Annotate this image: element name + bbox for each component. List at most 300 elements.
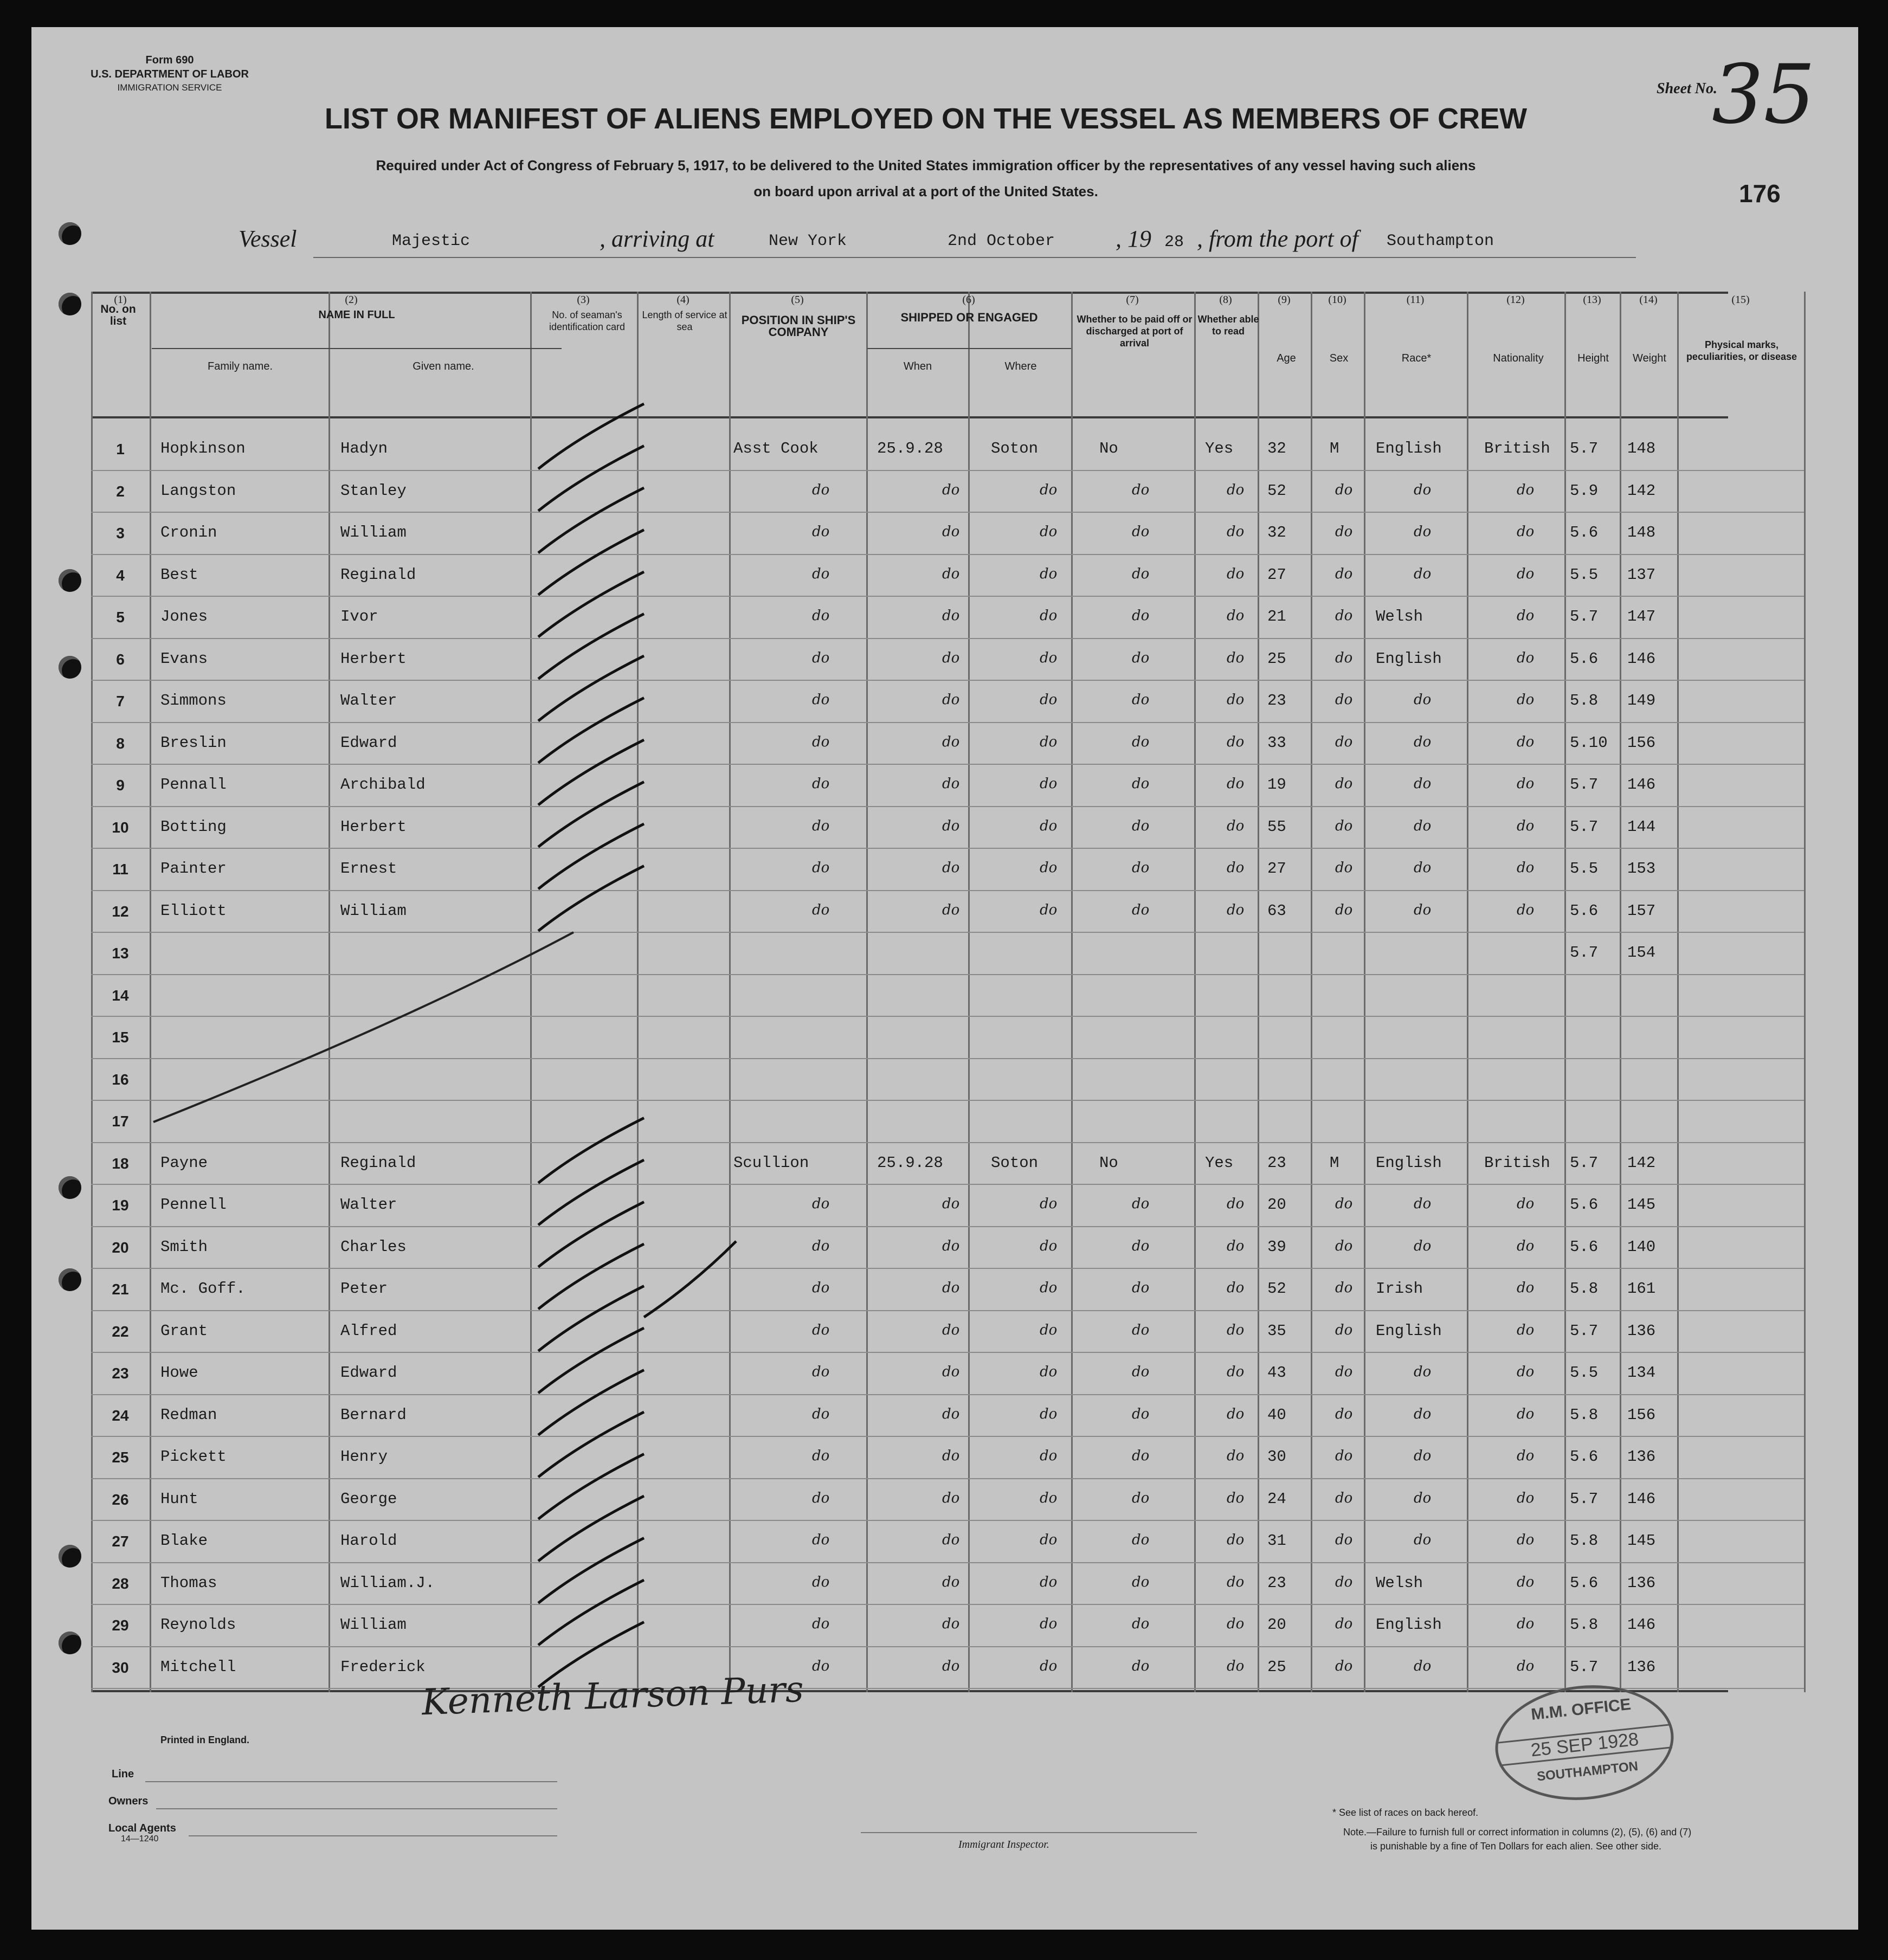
paid-off-cell: do [1132, 1237, 1150, 1254]
nationality-cell: do [1517, 608, 1535, 624]
row-number: 17 [112, 1113, 129, 1130]
given-name-cell: Stanley [340, 481, 407, 500]
age-cell: 35 [1267, 1321, 1286, 1340]
row-rule [91, 512, 1804, 513]
race-cell: Welsh [1376, 1574, 1423, 1592]
given-name-cell: Alfred [340, 1321, 397, 1340]
header-height: Height [1577, 352, 1609, 364]
row-number: 23 [112, 1365, 129, 1382]
engaged-where-cell: do [1040, 1237, 1058, 1254]
check-mark [538, 1412, 644, 1477]
department-name: U.S. DEPARTMENT OF LABOR [91, 68, 249, 80]
sex-cell: do [1335, 1574, 1353, 1590]
weight-cell: 161 [1627, 1280, 1656, 1298]
stamp-top-text: M.M. OFFICE [1530, 1695, 1632, 1724]
row-number: 21 [112, 1281, 129, 1298]
check-mark [538, 572, 644, 637]
family-name-cell: Thomas [160, 1574, 217, 1592]
able-to-read-cell: do [1227, 565, 1245, 582]
engaged-when-cell: do [942, 733, 960, 750]
column-number: (8) [1219, 294, 1232, 306]
header-no-on-list: No. on list [100, 303, 136, 327]
column-rule [866, 292, 868, 1692]
check-mark [538, 530, 644, 595]
nationality-cell: do [1517, 524, 1535, 540]
age-cell: 24 [1267, 1490, 1286, 1508]
engaged-when-cell: 25.9.28 [877, 1153, 943, 1172]
family-name-cell: Pickett [160, 1448, 227, 1466]
weight-cell: 136 [1627, 1574, 1656, 1592]
row-number: 10 [112, 818, 129, 836]
height-cell: 5.7 [1570, 1321, 1599, 1340]
age-cell: 21 [1267, 608, 1286, 626]
check-mark [538, 1160, 644, 1225]
row-number: 22 [112, 1323, 129, 1340]
engaged-where-cell: do [1040, 649, 1058, 666]
stamp-bottom-text: SOUTHAMPTON [1536, 1758, 1639, 1784]
able-to-read-cell: do [1227, 817, 1245, 834]
race-cell: do [1414, 1448, 1432, 1464]
given-name-cell: William [340, 901, 407, 920]
engaged-when-cell: do [942, 649, 960, 666]
check-mark [538, 824, 644, 889]
age-cell: 39 [1267, 1237, 1286, 1256]
column-rule [637, 292, 639, 1692]
paid-off-cell: do [1132, 733, 1150, 750]
engaged-when-cell: do [942, 1364, 960, 1380]
column-number: (11) [1406, 294, 1425, 306]
given-name-cell: Bernard [340, 1405, 407, 1424]
engaged-where-cell: do [1040, 1574, 1058, 1590]
position-cell: do [812, 860, 830, 876]
row-rule [91, 1562, 1804, 1563]
position-cell: do [812, 1280, 830, 1296]
race-cell: English [1376, 1321, 1442, 1340]
inspector-blank [861, 1832, 1197, 1833]
race-cell: Welsh [1376, 608, 1423, 626]
engaged-where-cell: do [1040, 1490, 1058, 1506]
nationality-cell: do [1517, 1658, 1535, 1674]
sex-cell: do [1335, 1364, 1353, 1380]
column-number: (13) [1583, 294, 1601, 306]
row-number: 1 [116, 441, 125, 457]
row-number: 18 [112, 1155, 129, 1172]
check-mark [538, 866, 644, 931]
sex-cell: do [1335, 733, 1353, 750]
row-number: 16 [112, 1071, 129, 1088]
check-mark [538, 1202, 644, 1267]
engaged-when-cell: do [942, 524, 960, 540]
paid-off-cell: No [1099, 1153, 1118, 1172]
height-cell: 5.8 [1570, 1616, 1599, 1634]
position-cell: do [812, 1321, 830, 1338]
row-rule [91, 974, 1804, 975]
engaged-where-cell: do [1040, 1532, 1058, 1548]
given-name-cell: Ivor [340, 608, 378, 626]
nationality-cell: do [1517, 776, 1535, 792]
height-cell: 5.7 [1570, 817, 1599, 836]
nationality-cell: do [1517, 1616, 1535, 1632]
age-cell: 32 [1267, 440, 1286, 457]
engaged-where-cell: do [1040, 1616, 1058, 1632]
position-cell: do [812, 1616, 830, 1632]
weight-cell: 136 [1627, 1321, 1656, 1340]
row-number: 15 [112, 1029, 129, 1046]
column-rule [1194, 292, 1196, 1692]
able-to-read-cell: do [1227, 1448, 1245, 1464]
column-number: (4) [676, 294, 690, 306]
nationality-cell: British [1484, 440, 1550, 457]
check-mark [538, 1538, 644, 1603]
family-name-cell: Smith [160, 1237, 208, 1256]
able-to-read-cell: Yes [1205, 440, 1234, 457]
sex-cell: do [1335, 1405, 1353, 1422]
weight-cell: 140 [1627, 1237, 1656, 1256]
position-cell: do [812, 1448, 830, 1464]
header-name-in-full: NAME IN FULL [318, 309, 395, 321]
column-number: (15) [1731, 294, 1750, 306]
header-able-read: Whether able to read [1197, 314, 1259, 337]
weight-cell: 156 [1627, 1405, 1656, 1424]
height-cell: 5.6 [1570, 524, 1599, 541]
given-name-cell: Reginald [340, 1153, 416, 1172]
engaged-when-cell: do [942, 1658, 960, 1674]
given-name-cell: William [340, 1616, 407, 1634]
engaged-when-cell: do [942, 901, 960, 918]
agents-label: Local Agents [108, 1822, 176, 1834]
line-label: Line [112, 1768, 134, 1780]
check-mark [538, 1370, 644, 1435]
engaged-when-cell: do [942, 776, 960, 792]
header-given-name: Given name. [413, 360, 474, 372]
given-name-cell: Herbert [340, 817, 407, 836]
able-to-read-cell: do [1227, 901, 1245, 918]
engaged-where-cell: do [1040, 1658, 1058, 1674]
sex-cell: do [1335, 649, 1353, 666]
position-cell: do [812, 1237, 830, 1254]
height-cell: 5.6 [1570, 1448, 1599, 1466]
sex-cell: do [1335, 776, 1353, 792]
agents-blank [189, 1835, 557, 1836]
table-bottom-rule [91, 1690, 1728, 1692]
nationality-cell: do [1517, 817, 1535, 834]
engaged-when-cell: do [942, 1405, 960, 1422]
race-cell: do [1414, 692, 1432, 708]
engaged-where-cell: do [1040, 860, 1058, 876]
shipped-divider [867, 348, 1071, 349]
paid-off-cell: do [1132, 817, 1150, 834]
weight-cell: 145 [1627, 1196, 1656, 1214]
paid-off-cell: do [1132, 1364, 1150, 1380]
race-cell: do [1414, 776, 1432, 792]
inspector-label: Immigrant Inspector. [958, 1839, 1049, 1851]
row-rule [91, 680, 1804, 681]
weight-cell: 154 [1627, 944, 1656, 962]
engaged-where-cell: do [1040, 817, 1058, 834]
row-rule [91, 806, 1804, 807]
able-to-read-cell: do [1227, 692, 1245, 708]
engaged-where-cell: do [1040, 565, 1058, 582]
header-where: Where [1004, 360, 1037, 372]
weight-cell: 156 [1627, 733, 1656, 752]
nationality-cell: do [1517, 860, 1535, 876]
row-number: 20 [112, 1239, 129, 1256]
height-cell: 5.7 [1570, 1658, 1599, 1676]
family-name-cell: Mitchell [160, 1658, 236, 1676]
check-mark [538, 782, 644, 847]
check-mark [644, 1241, 736, 1317]
position-cell: do [812, 1364, 830, 1380]
row-rule [91, 1268, 1804, 1269]
header-when: When [903, 360, 932, 372]
header-bottom-rule [91, 416, 1728, 418]
able-to-read-cell: do [1227, 1616, 1245, 1632]
paid-off-cell: do [1132, 1616, 1150, 1632]
weight-cell: 142 [1627, 1153, 1656, 1172]
position-cell: do [812, 524, 830, 540]
engaged-where-cell: do [1040, 1280, 1058, 1296]
age-cell: 55 [1267, 817, 1286, 836]
weight-cell: 148 [1627, 524, 1656, 541]
sex-cell: do [1335, 608, 1353, 624]
punch-hole [59, 1632, 81, 1654]
given-name-cell: Reginald [340, 565, 416, 584]
check-mark [538, 614, 644, 679]
family-name-cell: Botting [160, 817, 227, 836]
master-signature: Kenneth Larson Purs [421, 1668, 804, 1724]
able-to-read-cell: do [1227, 1321, 1245, 1338]
position-cell: do [812, 1490, 830, 1506]
sex-cell: do [1335, 1490, 1353, 1506]
row-rule [91, 1520, 1804, 1521]
header-sex: Sex [1329, 352, 1349, 364]
engaged-when-cell: do [942, 1616, 960, 1632]
year-suffix: 28 [1164, 233, 1184, 252]
height-cell: 5.10 [1570, 733, 1608, 752]
height-cell: 5.5 [1570, 860, 1599, 878]
race-cell: do [1414, 1490, 1432, 1506]
race-cell: do [1414, 901, 1432, 918]
sex-cell: do [1335, 524, 1353, 540]
able-to-read-cell: do [1227, 481, 1245, 498]
check-mark [538, 1328, 644, 1393]
race-cell: do [1414, 1405, 1432, 1422]
sex-cell: do [1335, 565, 1353, 582]
height-cell: 5.7 [1570, 776, 1599, 794]
able-to-read-cell: do [1227, 1532, 1245, 1548]
weight-cell: 136 [1627, 1448, 1656, 1466]
weight-cell: 146 [1627, 1616, 1656, 1634]
row-number: 5 [116, 609, 125, 626]
sex-cell: do [1335, 1448, 1353, 1464]
row-number: 11 [112, 861, 128, 878]
punch-hole [59, 569, 81, 592]
voyage-underline [313, 257, 1636, 258]
family-name-cell: Evans [160, 649, 208, 668]
check-mark [538, 1118, 644, 1183]
position-cell: do [812, 1196, 830, 1212]
row-rule [91, 1100, 1804, 1101]
able-to-read-cell: do [1227, 1196, 1245, 1212]
row-number: 24 [112, 1407, 129, 1424]
paid-off-cell: do [1132, 1405, 1150, 1422]
given-name-cell: Harold [340, 1532, 397, 1550]
position-cell: do [812, 481, 830, 498]
subtitle-line-2: on board upon arrival at a port of the United States. [753, 183, 1098, 199]
row-number: 29 [112, 1617, 129, 1634]
given-name-cell: Walter [340, 692, 397, 710]
family-name-cell: Pennall [160, 776, 227, 794]
engaged-where-cell: do [1040, 901, 1058, 918]
arrival-date: 2nd October [948, 232, 1055, 250]
family-name-cell: Breslin [160, 733, 227, 752]
height-cell: 5.7 [1570, 1153, 1599, 1172]
engaged-where-cell: do [1040, 481, 1058, 498]
check-mark [538, 1496, 644, 1561]
check-mark [538, 1286, 644, 1351]
race-cell: do [1414, 481, 1432, 498]
punch-hole [59, 222, 81, 245]
age-cell: 23 [1267, 1574, 1286, 1592]
given-name-cell: Edward [340, 1364, 397, 1382]
age-cell: 32 [1267, 524, 1286, 541]
weight-cell: 142 [1627, 481, 1656, 500]
able-to-read-cell: do [1227, 1658, 1245, 1674]
weight-cell: 144 [1627, 817, 1656, 836]
row-rule [91, 1142, 1804, 1143]
from-label: , from the port of [1197, 225, 1358, 252]
sex-cell: do [1335, 860, 1353, 876]
check-mark [538, 740, 644, 805]
engaged-when-cell: do [942, 1574, 960, 1590]
age-cell: 23 [1267, 1153, 1286, 1172]
engaged-where-cell: do [1040, 1448, 1058, 1464]
given-name-cell: William.J. [340, 1574, 435, 1592]
engaged-when-cell: do [942, 1321, 960, 1338]
row-rule [91, 1352, 1804, 1353]
age-cell: 27 [1267, 565, 1286, 584]
nationality-cell: do [1517, 1490, 1535, 1506]
row-rule [91, 638, 1804, 639]
row-number: 12 [112, 902, 129, 920]
paid-off-cell: do [1132, 1196, 1150, 1212]
sex-cell: do [1335, 1196, 1353, 1212]
height-cell: 5.7 [1570, 440, 1599, 457]
line-blank [145, 1781, 557, 1782]
age-cell: 52 [1267, 481, 1286, 500]
weight-cell: 157 [1627, 901, 1656, 920]
able-to-read-cell: do [1227, 1574, 1245, 1590]
form-number: Form 690 [145, 54, 194, 66]
given-name-cell: William [340, 524, 407, 541]
height-cell: 5.7 [1570, 1490, 1599, 1508]
column-number: (6) [962, 294, 975, 306]
subtitle-line-1: Required under Act of Congress of February 5, 1917, to be delivered to the United States immigration officer by the representatives of any vessel having such aliens [376, 157, 1476, 173]
race-cell: do [1414, 860, 1432, 876]
row-rule [91, 1016, 1804, 1017]
age-cell: 20 [1267, 1616, 1286, 1634]
paid-off-cell: do [1132, 1574, 1150, 1590]
height-cell: 5.8 [1570, 692, 1599, 710]
check-mark [538, 1244, 644, 1309]
nationality-cell: do [1517, 1448, 1535, 1464]
weight-cell: 145 [1627, 1532, 1656, 1550]
nationality-cell: do [1517, 1321, 1535, 1338]
able-to-read-cell: do [1227, 649, 1245, 666]
check-mark [538, 1580, 644, 1645]
engaged-when-cell: 25.9.28 [877, 440, 943, 457]
column-rule [1804, 292, 1806, 1692]
weight-cell: 136 [1627, 1658, 1656, 1676]
able-to-read-cell: do [1227, 1280, 1245, 1296]
given-name-cell: Herbert [340, 649, 407, 668]
nationality-cell: do [1517, 692, 1535, 708]
check-mark [538, 446, 644, 511]
engaged-where-cell: do [1040, 524, 1058, 540]
paid-off-cell: do [1132, 901, 1150, 918]
row-number: 26 [112, 1491, 129, 1508]
height-cell: 5.6 [1570, 649, 1599, 668]
check-mark [538, 656, 644, 721]
weight-cell: 146 [1627, 649, 1656, 668]
age-cell: 63 [1267, 901, 1286, 920]
able-to-read-cell: do [1227, 1490, 1245, 1506]
engaged-where-cell: do [1040, 1196, 1058, 1212]
nationality-cell: do [1517, 1574, 1535, 1590]
able-to-read-cell: do [1227, 776, 1245, 792]
sex-cell: M [1330, 1153, 1339, 1172]
engaged-where-cell: do [1040, 692, 1058, 708]
sex-cell: do [1335, 1658, 1353, 1674]
family-name-cell: Elliott [160, 901, 227, 920]
nationality-cell: do [1517, 901, 1535, 918]
age-cell: 52 [1267, 1280, 1286, 1298]
age-cell: 43 [1267, 1364, 1286, 1382]
race-cell: do [1414, 817, 1432, 834]
family-name-cell: Simmons [160, 692, 227, 710]
row-number: 30 [112, 1659, 129, 1676]
given-name-cell: Walter [340, 1196, 397, 1214]
paid-off-cell: do [1132, 649, 1150, 666]
nationality-cell: do [1517, 1532, 1535, 1548]
engaged-when-cell: do [942, 1280, 960, 1296]
row-rule [91, 1058, 1804, 1059]
owners-blank [156, 1808, 557, 1809]
column-rule [729, 292, 731, 1692]
paid-off-cell: No [1099, 440, 1118, 457]
engaged-when-cell: do [942, 692, 960, 708]
row-rule [91, 1394, 1804, 1395]
race-note: * See list of races on back hereof. [1332, 1807, 1479, 1818]
engaged-when-cell: do [942, 1196, 960, 1212]
column-rule [968, 292, 970, 1692]
form-code: 14—1240 [121, 1834, 159, 1843]
given-name-cell: George [340, 1490, 397, 1508]
row-number: 14 [112, 987, 129, 1004]
weight-cell: 146 [1627, 776, 1656, 794]
weight-cell: 137 [1627, 565, 1656, 584]
column-number: (10) [1328, 294, 1346, 306]
nationality-cell: do [1517, 1196, 1535, 1212]
row-rule [91, 596, 1804, 597]
row-rule [91, 1646, 1804, 1647]
column-number: (14) [1639, 294, 1658, 306]
given-name-cell: Peter [340, 1280, 388, 1298]
column-rule [328, 292, 330, 1692]
header-shipped: SHIPPED OR ENGAGED [900, 311, 1038, 324]
race-cell: English [1376, 649, 1442, 668]
able-to-read-cell: do [1227, 1237, 1245, 1254]
